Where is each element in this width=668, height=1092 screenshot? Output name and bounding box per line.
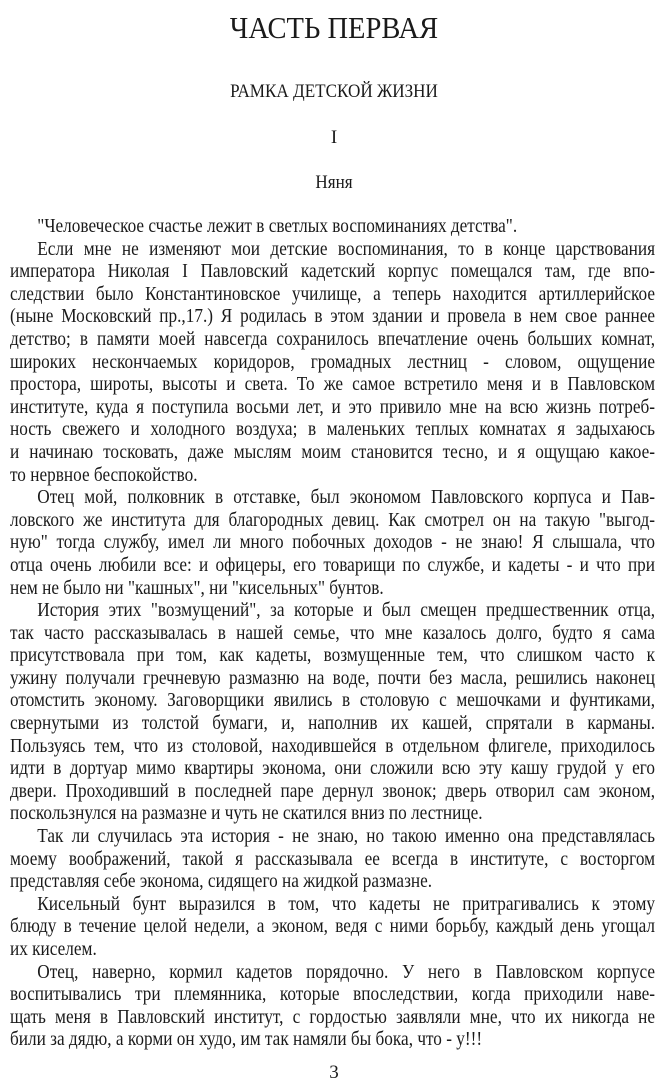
text-line: Кисельный бунт выразился в том, что кадеты не притрагивались к этому bbox=[37, 893, 656, 915]
body-text bbox=[10, 216, 655, 1052]
text-line: следствии было Константиновское училище, а теперь находится артиллерийское bbox=[10, 283, 656, 305]
text-line: простора, широты, высоты и света. То же самое встретило меня и в Павловском bbox=[10, 374, 656, 396]
text-line: Отец мой, полковник в отставке, был экономом Павловского корпуса и Пав- bbox=[37, 487, 656, 509]
text-line: идти в дортуар мимо квартиры эконома, они сложили всю эту кашу грудой у его bbox=[10, 758, 656, 780]
text-line: Так ли случилась эта история - не знаю, но такою именно она представлялась bbox=[37, 826, 656, 848]
text-line: нем не было ни "кашных", ни "кисельных" бунтов. bbox=[10, 577, 384, 599]
text-line: Пользуясь тем, что из столовой, находившейся в отдельном флигеле, приходилось bbox=[10, 735, 656, 757]
page-number: 3 bbox=[329, 1062, 339, 1083]
text-line: широких нескончаемых коридоров, громадных лестниц - словом, ощущение bbox=[10, 351, 656, 373]
text-line: их киселем. bbox=[10, 939, 97, 960]
text-line: институте, куда я поступила восьми лет, и это привило мне на всю жизнь потреб- bbox=[10, 396, 656, 418]
paragraph bbox=[10, 487, 655, 600]
text-line: били за дядю, а корми он худо, им так намяли бы бока, что - у!!! bbox=[10, 1029, 483, 1051]
text-line: и начинаю тосковать, даже мыслям моим становится тесно, и я ощущаю какое- bbox=[10, 441, 656, 463]
text-line: двери. Проходивший в последней паре дернул звонок; дверь отворил сам эконом, bbox=[10, 780, 656, 802]
part-title: ЧАСТЬ ПЕРВАЯ bbox=[229, 10, 439, 45]
text-line: Отец, наверно, кормил кадетов порядочно. У него в Павловском корпусе bbox=[37, 961, 656, 983]
text-line: щать меня в Павловский институт, с гордостью заявляли мне, что их никогда не bbox=[10, 1006, 656, 1028]
text-line: императора Николая I Павловский кадетский корпус помещался там, где впо- bbox=[10, 261, 656, 283]
text-line: воспитывались три племянника, которые впоследствии, когда приходили наве- bbox=[10, 984, 656, 1006]
text-line: Если мне не изменяют мои детские воспоминания, то в конце царствования bbox=[37, 238, 656, 260]
text-line: присутствовала при том, как кадеты, возмущенные тем, что слишком часто к bbox=[10, 645, 656, 667]
paragraph bbox=[10, 239, 655, 488]
text-line: "Человеческое счастье лежит в светлых воспоминаниях детства". bbox=[37, 216, 518, 237]
paragraph bbox=[10, 894, 655, 962]
paragraph bbox=[10, 826, 655, 894]
text-line: История этих "возмущений", за которые и был смещен предшественник отца, bbox=[37, 600, 656, 622]
chapter-title: РАМКА ДЕТСКОЙ ЖИЗНИ bbox=[230, 81, 438, 102]
text-line: то нервное беспокойство. bbox=[10, 464, 198, 486]
text-line: моему воображений, такой я рассказывала ее всегда в институте, с восторгом bbox=[10, 848, 656, 870]
paragraph bbox=[10, 962, 655, 1052]
text-line: отомстить эконому. Заговорщики явились в столовую с мешочками и фунтиками, bbox=[10, 690, 656, 712]
section-title: Няня bbox=[315, 172, 353, 193]
text-line: свернутыми из толстой бумаги, и, наполнив их кашей, спрятали в карманы. bbox=[10, 713, 656, 735]
text-line: представляя себе эконома, сидящего на жидкой размазне. bbox=[10, 871, 433, 893]
text-line: (ныне Московский пр.,17.) Я родилась в этом здании и провела в нем свое раннее bbox=[10, 306, 656, 328]
paragraph bbox=[10, 216, 655, 239]
paragraph bbox=[10, 600, 655, 826]
text-line: ловского же института для благородных девиц. Как смотрел он на такую "выгод- bbox=[10, 509, 656, 531]
section-number: I bbox=[330, 127, 338, 148]
text-line: отца очень любили все: и офицеры, его товарищи по службе, и кадеты - и что при bbox=[10, 554, 656, 576]
text-line: ную" тогда службу, имел ли много побочных доходов - не знаю! Я слышала, что bbox=[10, 532, 656, 554]
text-line: ужину получали гречневую размазню на воде, почти без масла, решились наконец bbox=[10, 667, 656, 689]
text-line: детство; в памяти моей навсегда сохранилось впечатление очень больших комнат, bbox=[10, 328, 656, 350]
text-line: ность свежего и холодного воздуха; в маленьких теплых комнатах я задыхаюсь bbox=[10, 419, 656, 441]
text-line: так часто рассказывалась в нашей семье, что мне казалось долго, будто я сама bbox=[10, 622, 656, 644]
text-line: поскользнулся на размазне и чуть не скатился вниз по лестнице. bbox=[10, 803, 483, 825]
text-line: блюду в течение целой недели, а эконом, ведя с ними борьбу, каждый день угощал bbox=[10, 916, 656, 938]
